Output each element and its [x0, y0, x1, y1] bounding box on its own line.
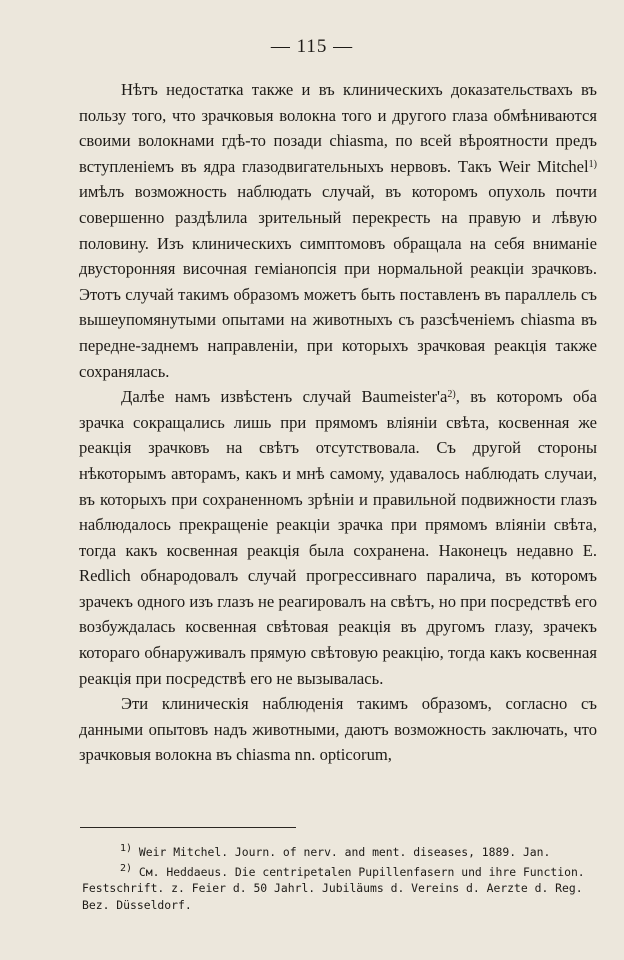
- paragraph-1-text: Нѣтъ недостатка также и въ клиническихъ доказательствахъ въ пользу того, что зрачковыя волокна того и другого глаза обмѣниваются своими волокнами гдѣ-то позади chiasma, по всей вѣроятности предъ вступленіемъ въ ядра глазодвигательныхъ нервовъ. Такъ Weir Mitchel: [79, 80, 597, 176]
- footnotes: [82, 844, 597, 916]
- paragraph-1: [79, 77, 597, 384]
- footnote-2-text: Cм. Heddaeus. Die centripetalen Pupillenfasern und ihre Function. Festschrift. z. Feier d. 50 Jahrl. Jubiläums d. Vereins d. Aerzte d. Reg. Bez. Düsseldorf.: [82, 864, 585, 912]
- footnote-ref-2: 2): [447, 389, 456, 401]
- page-number: — 115 —: [270, 36, 354, 57]
- main-text: [79, 77, 597, 768]
- paragraph-2: [79, 384, 597, 691]
- footnote-1-marker: 1): [120, 843, 133, 854]
- footnote-1-text: Weir Mitchel. Journ. of nerv. and ment. diseases, 1889. Jan.: [132, 845, 551, 859]
- footnote-2: [82, 864, 597, 914]
- footnote-2-marker: 2): [120, 862, 133, 874]
- footnote-1: [82, 844, 597, 861]
- paragraph-2-text: Далѣе намъ извѣстенъ случай Baumeister'а: [121, 387, 448, 407]
- paragraph-3: Эти клиническія наблюденія такимъ образомъ, согласно съ данными опытовъ надъ животными, даютъ возможность заключать, что зрачковыя волокна въ chiasma nn. opticorum,: [79, 694, 597, 765]
- footnote-ref-1: 1): [588, 158, 597, 170]
- paragraph-1-continuation: имѣлъ возможность наблюдать случай, въ которомъ опухоль почти совершенно раздѣлила зрительный перекресть на правую и лѣвую половину. Изъ клиническихъ симптомовъ обращала на себя вниманіе двусторонняя височная геміанопсія при нормальной реакціи зрачковъ. Этотъ случай такимъ образомъ можетъ быть поставленъ въ параллель съ вышеупомянутыми опытами на животныхъ съ разсѣченіемъ chiasma въ передне-заднемъ направленіи, при которыхъ зрачковая реакція также сохранялась.: [79, 182, 597, 381]
- footnote-divider: [80, 827, 296, 828]
- paragraph-2-continuation: , въ которомъ оба зрачка сокращались лишь при прямомъ вліяніи свѣта, косвенная же реакція зрачковъ на свѣтъ отсутствовала. Съ другой стороны нѣкоторымъ авторамъ, какъ и мнѣ самому, удавалось наблюдать случаи, въ которыхъ при сохраненномъ зрѣніи и правильной подвижности глазъ наблюдалось прекращеніе реакціи зрачка при прямомъ вліяніи свѣта, тогда какъ косвенная реакція была сохранена. Наконецъ недавно E. Redlich обнародовалъ случай прогрессивнаго паралича, въ которомъ зрачекъ одного изъ глазъ не реагировалъ на свѣтъ, но при посредствѣ его возбуждалась косвенная свѣтовая реакція въ другомъ глазу, зрачекъ котораго обнаруживалъ прямую свѣтовую реакцію, тогда какъ косвенная реакція при посредствѣ его не вызывалась.: [79, 387, 597, 688]
